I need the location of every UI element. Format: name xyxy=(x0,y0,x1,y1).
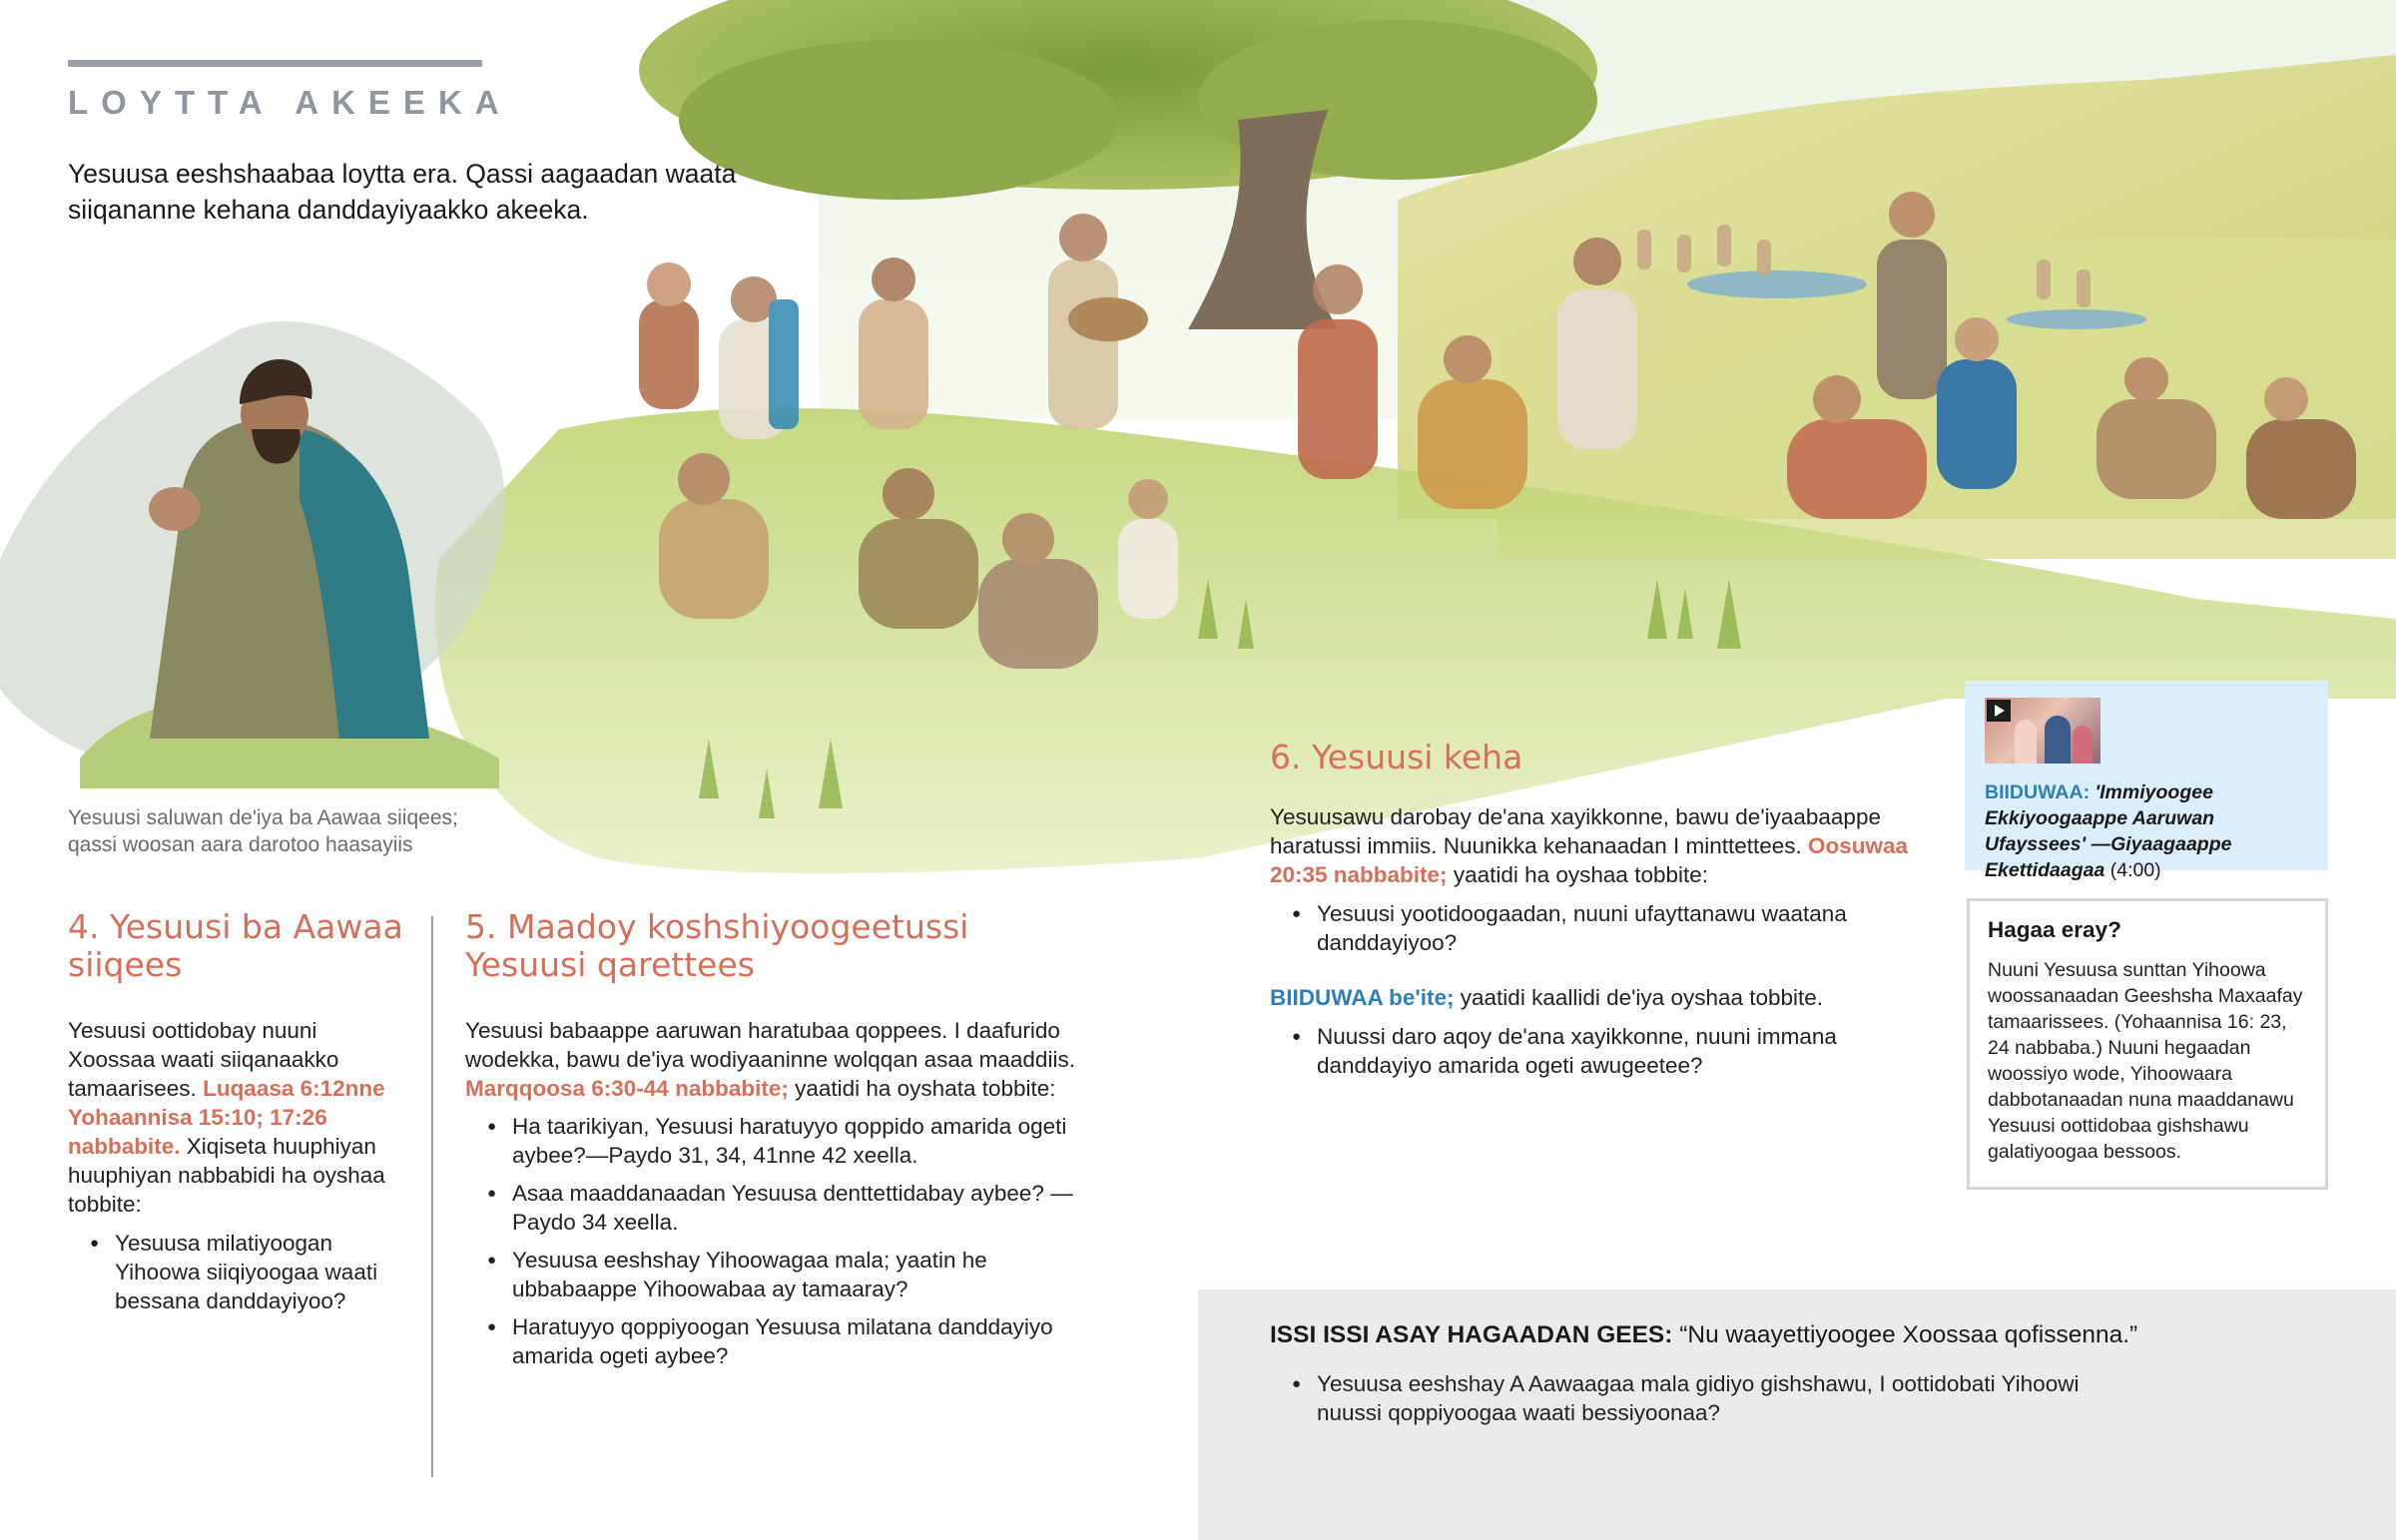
section-6-video-text: yaatidi kaallidi de'iya oyshaa tobbite. xyxy=(1460,985,1824,1010)
video-source: —Giyaagaappe Ekettidaagaa xyxy=(1985,833,2232,881)
question-item: ● Ha taarikiyan, Yesuusi haratuyyo qoppido amarida ogeti aybee?—Paydo 31, 34, 41nne 42 xeella. xyxy=(465,1112,1094,1170)
section-6-questions-a xyxy=(1270,899,1929,957)
video-duration: (4:00) xyxy=(2109,859,2161,881)
section-4-body xyxy=(68,1016,407,1219)
section-label: LOYTTA AKEEKA xyxy=(68,84,512,121)
section-4-text: Yesuusi oottidobay nuuni Xoossaa waati siiqanaakko tamaarisees. xyxy=(68,1018,339,1101)
objection-heading: Hagaa eray? xyxy=(1988,917,2121,942)
section-6-title: 6. Yesuusi keha xyxy=(1270,738,1523,776)
header-rule xyxy=(68,60,482,67)
question-item: ● Asaa maaddanaadan Yesuusa denttettidabay aybee? —Paydo 34 xeella. xyxy=(465,1179,1094,1237)
section-4 xyxy=(68,908,407,1315)
some-people-say-panel xyxy=(1198,1289,2396,1540)
video-thumbnail[interactable] xyxy=(1985,698,2100,764)
question-item: ● Yesuusi yootidoogaadan, nuuni ufayttanawu waatana danddayiyoo? xyxy=(1270,899,1929,957)
objection-box xyxy=(1967,898,2328,1190)
section-6-body xyxy=(1270,802,1929,889)
section-5-body xyxy=(465,1016,1094,1103)
question-item: ● Yesuusa eeshshay A Aawaagaa mala gidiyo gishshawu, I oottidobati Yihoowi nuussi qoppiyoogaa waati bessiyoonaa? xyxy=(1270,1369,2148,1427)
video-label: BIIDUWAA: xyxy=(1985,781,2091,803)
section-4-title: 4. Yesuusi ba Aawaa siiqees xyxy=(68,907,403,984)
section-6-scripture-link[interactable]: Oosuwaa 20:35 nabbabite; xyxy=(1270,833,1909,887)
section-4-text2: Xiqiseta huuphiyan huuphiyan nabbabidi ha oyshaa tobbite: xyxy=(68,1134,385,1217)
question-item: ● Haratuyyo qoppiyoogan Yesuusa milatana danddayiyo amarida ogeti aybee? xyxy=(465,1312,1094,1370)
column-divider xyxy=(431,916,433,1477)
section-5-questions xyxy=(465,1112,1094,1370)
objection-text: Nuuni Yesuusa sunttan Yihoowa woossanaadan Geeshsha Maxaafay tamaarissees. (Yohaannisa 16: 23, 24 nabbaba.) Nuuni hegaadan woossiyo wode, Yihoowaara dabbotanaadan nuna maaddanawu Yesuusi oottidobaa gishshawu galatiyoogaa bessoos. xyxy=(1988,959,2303,1163)
illustration-caption: Yesuusi saluwan de'iya ba Aawaa siiqees; qassi woosan aara darotoo haasayiis xyxy=(68,806,458,856)
video-box[interactable] xyxy=(1965,681,2328,881)
section-6-video-link[interactable]: BIIDUWAA be'ite; xyxy=(1270,985,1455,1010)
question-item: ● Nuussi daro aqoy de'ana xayikkonne, nuuni immana danddayiyo amarida ogeti awugeetee? xyxy=(1270,1022,1929,1080)
video-title: 'Immiyoogee Ekkiyoogaappe Aaruwan Ufayssees' xyxy=(1985,781,2215,855)
question-item: ● Yesuusa milatiyoogan Yihoowa siiqiyoogaa waati bessana danddayiyoo? xyxy=(68,1229,407,1315)
section-5 xyxy=(465,908,1094,1370)
some-people-say-label: ISSI ISSI ASAY HAGAADAN GEES: xyxy=(1270,1321,1673,1348)
video-caption[interactable] xyxy=(1985,779,2314,883)
section-5-scripture-link[interactable]: Marqqoosa 6:30-44 nabbabite; xyxy=(465,1076,789,1101)
section-5-title: 5. Maadoy koshshiyoogeetussi Yesuusi qarettees xyxy=(465,907,969,984)
section-5-text: Yesuusi babaappe aaruwan haratubaa qoppees. I daafurido wodekka, bawu de'iya wodiyaaninne wolqqan asaa maaddiis. xyxy=(465,1018,1075,1072)
summary-questions xyxy=(1270,1359,2148,1427)
some-people-say-quote: “Nu waayettiyoogee Xoossaa qofissenna.” xyxy=(1679,1321,2138,1348)
section-6-text: Yesuusawu darobay de'ana xayikkonne, bawu de'iyaabaappe haratussi immiis. Nuunikka kehanaadan I minttettees. xyxy=(1270,804,1881,858)
section-6-text2: yaatidi ha oyshaa tobbite: xyxy=(1453,862,1709,887)
section-5-text2: yaatidi ha oyshata tobbite: xyxy=(795,1076,1056,1101)
play-icon[interactable] xyxy=(1987,700,2011,722)
section-6-video-instruction xyxy=(1270,983,1929,1012)
section-4-questions xyxy=(68,1229,407,1315)
section-6 xyxy=(1270,739,1929,1080)
question-item: ● Yesuusa eeshshay Yihoowagaa mala; yaatin he ubbabaappe Yihoowabaa ay tamaaray? xyxy=(465,1246,1094,1303)
section-6-questions-b xyxy=(1270,1022,1929,1080)
some-people-say-line xyxy=(1270,1319,2368,1351)
intro-text: Yesuusa eeshshaabaa loytta era. Qassi aagaadan waata siiqananne kehana danddayiyaakko akeeka. xyxy=(68,159,737,225)
section-4-scripture-link[interactable]: Luqaasa 6:12nne Yohaannisa 15:10; 17:26 nabbabite. xyxy=(68,1076,385,1159)
